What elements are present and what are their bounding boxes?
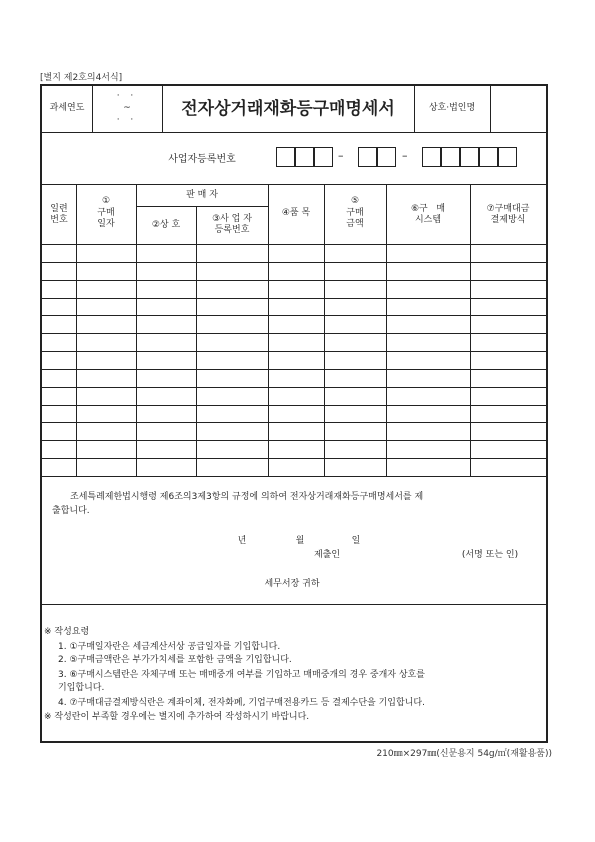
period-separator: ~ — [123, 103, 131, 113]
divider — [470, 184, 471, 476]
divider — [136, 184, 137, 476]
date-year-label: 년 — [237, 536, 247, 546]
col-header-amount: 구매 금액 — [346, 208, 364, 229]
statement-text: 조세특례제한법시행령 제6조의3제3항의 규정에 의하여 전자상거래재화등구매명세서를 제 — [70, 492, 424, 502]
table-row — [42, 422, 546, 423]
col-header-amount-num: ⑤ — [350, 196, 360, 206]
period-end: · · — [116, 115, 138, 125]
divider — [76, 184, 77, 476]
col-header-date: 구매 일자 — [97, 208, 115, 229]
table-row — [42, 405, 546, 406]
reg-digit-box[interactable] — [441, 147, 460, 167]
table-row — [42, 440, 546, 441]
table-row — [42, 262, 546, 263]
divider — [42, 476, 546, 477]
reg-digit-box[interactable] — [377, 147, 396, 167]
col-header-system: ⑥구 매 시스템 — [410, 204, 446, 225]
footer-note: ※ 작성란이 부족할 경우에는 별지에 추가하여 작성하시기 바랍니다. — [44, 712, 310, 722]
registration-label: 사업자등록번호 — [168, 154, 236, 165]
col-header-seller-name: ②상 호 — [151, 220, 181, 230]
table-row — [42, 351, 546, 352]
reg-digit-box[interactable] — [498, 147, 517, 167]
statement-text-cont: 출합니다. — [52, 506, 90, 516]
reg-dash: – — [338, 149, 344, 162]
notes-heading: ※ 작성요령 — [44, 627, 90, 637]
reg-digit-box[interactable] — [422, 147, 441, 167]
col-header-item: ④품 목 — [281, 208, 311, 218]
table-row — [42, 458, 546, 459]
reg-dash: – — [402, 149, 408, 162]
tax-year-label: 과세연도 — [49, 103, 85, 113]
period-start: · · — [116, 91, 138, 101]
reg-digit-box[interactable] — [314, 147, 333, 167]
submitter-label: 제출인 — [313, 550, 341, 560]
form-frame — [40, 84, 548, 743]
note-item: 1. ①구매일자란은 세금계산서상 공급일자를 기입합니다. — [58, 642, 281, 652]
note-item: 4. ⑦구매대금결제방식란은 계좌이체, 전자화폐, 기업구매전용카드 등 결제수단을 기입합니다. — [58, 698, 425, 708]
divider — [42, 132, 546, 133]
note-item: 3. ⑥구매시스템란은 자체구매 또는 매매중개 여부를 기입하고 매매중개의 경우 중개자 상호를 — [58, 670, 425, 680]
form-number-label: [별지 제2호의4서식] — [40, 73, 123, 83]
note-item: 기입합니다. — [58, 683, 105, 693]
paper-spec: 210㎜×297㎜(신문용지 54g/㎡(재활용품)) — [376, 749, 552, 759]
signature-label: (서명 또는 인) — [461, 550, 519, 560]
page-title: 전자상거래재화등구매명세서 — [181, 99, 395, 119]
reg-digit-box[interactable] — [479, 147, 498, 167]
reg-digit-box[interactable] — [295, 147, 314, 167]
divider — [136, 206, 268, 207]
col-header-date-num: ① — [101, 196, 111, 206]
reg-digit-box[interactable] — [460, 147, 479, 167]
reg-digit-box[interactable] — [358, 147, 377, 167]
table-row — [42, 298, 546, 299]
col-header-seller-reg: ③사 업 자 등록번호 — [212, 214, 252, 235]
table-row — [42, 369, 546, 370]
table-row — [42, 387, 546, 388]
date-day-label: 일 — [351, 536, 361, 546]
col-header-seller: 판 매 자 — [186, 190, 218, 200]
company-name-label: 상호·법인명 — [428, 103, 476, 113]
divider — [196, 206, 197, 476]
reg-digit-box[interactable] — [276, 147, 295, 167]
col-header-payment: ⑦구매대금 결제방식 — [486, 204, 530, 225]
divider — [268, 184, 269, 476]
table-row — [42, 333, 546, 334]
divider — [386, 184, 387, 476]
divider — [490, 86, 491, 132]
table-row — [42, 280, 546, 281]
note-item: 2. ⑤구매금액란은 부가가치세를 포함한 금액을 기입합니다. — [58, 655, 292, 665]
col-header-serial: 일련 번호 — [50, 204, 68, 225]
divider — [42, 604, 546, 605]
table-row — [42, 315, 546, 316]
divider — [324, 184, 325, 476]
addressee: 세무서장 귀하 — [264, 579, 320, 589]
date-month-label: 월 — [295, 536, 305, 546]
